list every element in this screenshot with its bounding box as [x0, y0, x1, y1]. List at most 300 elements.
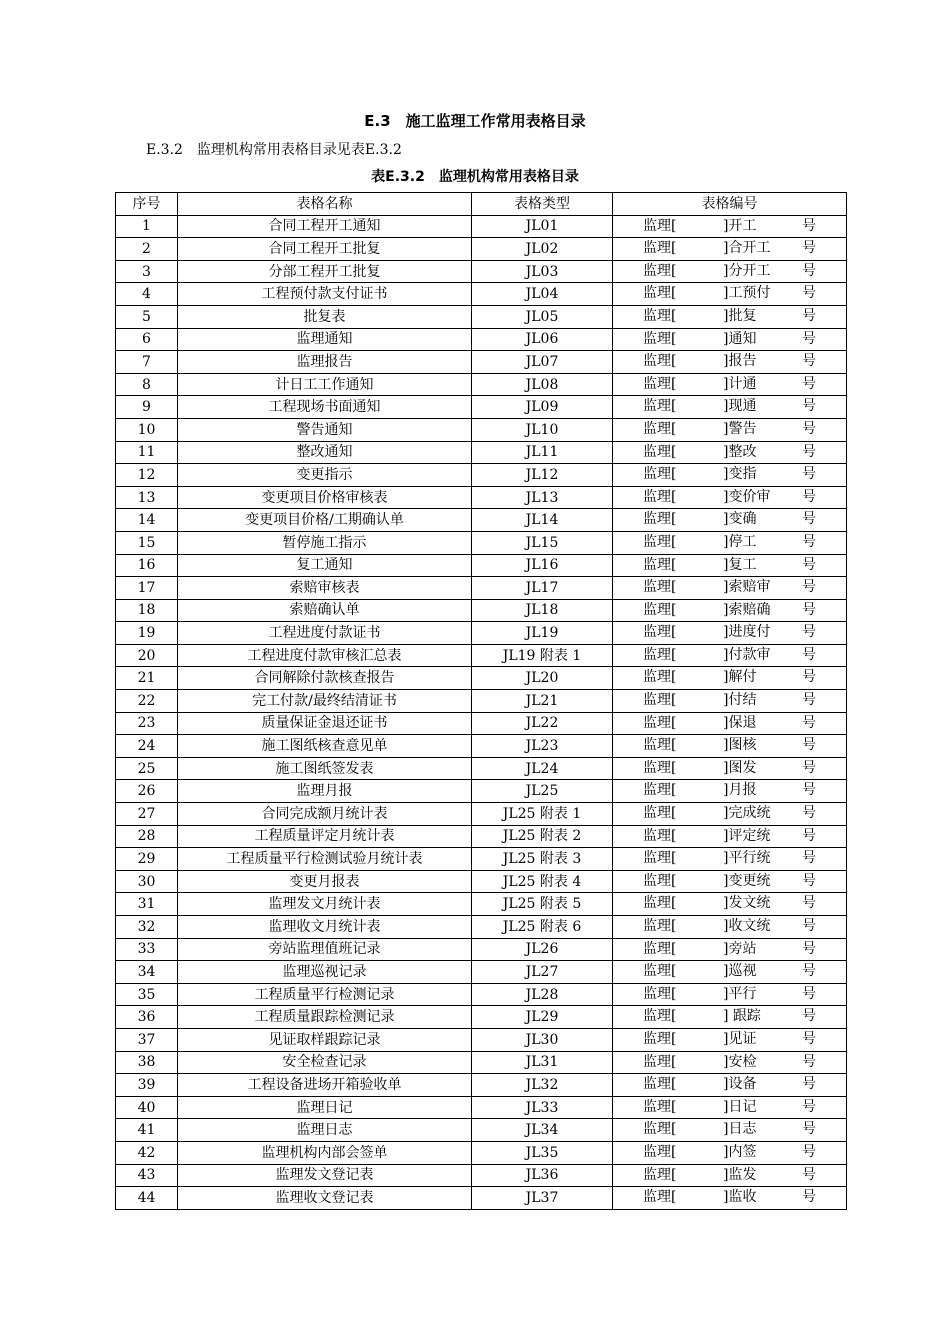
row-no: 40	[116, 1096, 178, 1119]
row-code	[613, 712, 847, 735]
code-abbr: ]平行	[723, 985, 757, 1002]
code-abbr: ]收文统	[723, 918, 771, 934]
section-subtitle: E.3.2 监理机构常用表格目录见表E.3.2	[146, 142, 402, 158]
row-no: 22	[116, 690, 178, 713]
row-name: 见证取样跟踪记录	[178, 1028, 472, 1051]
row-code	[613, 441, 847, 464]
row-code	[613, 1028, 847, 1051]
row-no: 1	[116, 215, 178, 238]
row-no: 37	[116, 1028, 178, 1051]
row-name: 工程质量跟踪检测记录	[178, 1006, 472, 1029]
row-type: JL20	[472, 667, 613, 690]
row-no: 31	[116, 893, 178, 916]
row-type: JL09	[472, 396, 613, 419]
row-no: 27	[116, 803, 178, 826]
row-no: 13	[116, 486, 178, 509]
row-code	[613, 735, 847, 758]
row-code	[613, 1187, 847, 1210]
code-suffix: 号	[802, 240, 816, 257]
row-name: 工程质量平行检测试验月统计表	[178, 848, 472, 871]
table-row	[116, 690, 847, 713]
code-prefix: 监理[	[643, 466, 677, 483]
row-code	[613, 780, 847, 803]
row-code	[613, 938, 847, 961]
row-no: 2	[116, 238, 178, 261]
row-code	[613, 305, 847, 328]
row-no: 29	[116, 848, 178, 871]
row-code	[613, 690, 847, 713]
code-suffix: 号	[802, 601, 816, 618]
code-suffix: 号	[802, 918, 816, 934]
row-no: 14	[116, 509, 178, 532]
section-title: E.3 施工监理工作常用表格目录	[364, 112, 586, 130]
row-code	[613, 509, 847, 532]
code-prefix: 监理[	[643, 850, 677, 867]
row-type: JL05	[472, 305, 613, 328]
table-row	[116, 780, 847, 803]
row-name: 工程进度付款审核汇总表	[178, 644, 472, 667]
code-prefix: 监理[	[643, 1166, 677, 1183]
row-no: 3	[116, 260, 178, 283]
row-type: JL32	[472, 1074, 613, 1097]
code-abbr: ]批复	[723, 307, 757, 324]
row-name: 旁站监理值班记录	[178, 938, 472, 961]
row-type: JL02	[472, 238, 613, 261]
code-suffix: 号	[802, 285, 816, 302]
code-suffix: 号	[802, 669, 816, 686]
row-code	[613, 531, 847, 554]
code-suffix: 号	[802, 759, 816, 776]
code-prefix: 监理[	[643, 827, 677, 844]
table-row	[116, 983, 847, 1006]
row-code	[613, 916, 847, 939]
table-row	[116, 938, 847, 961]
row-no: 26	[116, 780, 178, 803]
table-row	[116, 1028, 847, 1051]
code-suffix: 号	[802, 556, 816, 573]
row-type: JL07	[472, 351, 613, 374]
code-abbr: ]完成统	[723, 805, 771, 822]
row-code	[613, 554, 847, 577]
row-no: 23	[116, 712, 178, 735]
row-no: 25	[116, 757, 178, 780]
row-name: 索赔审核表	[178, 577, 472, 600]
row-code	[613, 486, 847, 509]
row-code	[613, 328, 847, 351]
code-abbr: ] 跟踪	[723, 1008, 761, 1025]
row-no: 19	[116, 622, 178, 645]
row-no: 20	[116, 644, 178, 667]
row-name: 警告通知	[178, 418, 472, 441]
row-no: 7	[116, 351, 178, 374]
table-row	[116, 577, 847, 600]
row-name: 工程设备进场开箱验收单	[178, 1074, 472, 1097]
code-prefix: 监理[	[643, 420, 677, 437]
row-no: 39	[116, 1074, 178, 1097]
row-name: 监理收文月统计表	[178, 916, 472, 939]
row-name: 工程质量平行检测记录	[178, 983, 472, 1006]
row-name: 监理月报	[178, 780, 472, 803]
code-abbr: ]现通	[723, 398, 757, 415]
code-suffix: 号	[802, 217, 816, 234]
row-type: JL19	[472, 622, 613, 645]
code-prefix: 监理[	[643, 1098, 677, 1115]
table-row	[116, 961, 847, 984]
row-no: 28	[116, 825, 178, 848]
row-no: 8	[116, 373, 178, 396]
table-row	[116, 283, 847, 306]
row-name: 计日工工作通知	[178, 373, 472, 396]
code-prefix: 监理[	[643, 714, 677, 731]
table-row	[116, 260, 847, 283]
row-type: JL25 附表 1	[472, 803, 613, 826]
code-suffix: 号	[802, 1143, 816, 1160]
code-prefix: 监理[	[643, 443, 677, 460]
row-type: JL27	[472, 961, 613, 984]
row-type: JL14	[472, 509, 613, 532]
row-code	[613, 893, 847, 916]
row-code	[613, 1096, 847, 1119]
code-abbr: ]图核	[723, 737, 757, 754]
code-abbr: ]变指	[723, 466, 757, 483]
code-abbr: ]日志	[723, 1121, 757, 1138]
header-no: 序号	[116, 193, 178, 216]
row-name: 监理日记	[178, 1096, 472, 1119]
code-abbr: ]监收	[723, 1189, 757, 1206]
row-name: 完工付款/最终结清证书	[178, 690, 472, 713]
row-code	[613, 418, 847, 441]
code-prefix: 监理[	[643, 217, 677, 234]
code-abbr: ]复工	[723, 556, 757, 573]
table-row	[116, 554, 847, 577]
row-name: 监理通知	[178, 328, 472, 351]
row-no: 12	[116, 464, 178, 487]
code-suffix: 号	[802, 420, 816, 437]
row-name: 复工通知	[178, 554, 472, 577]
row-no: 10	[116, 418, 178, 441]
row-name: 监理巡视记录	[178, 961, 472, 984]
row-type: JL28	[472, 983, 613, 1006]
code-suffix: 号	[802, 307, 816, 324]
code-abbr: ]停工	[723, 533, 757, 550]
code-suffix: 号	[802, 1166, 816, 1183]
code-prefix: 监理[	[643, 1189, 677, 1206]
row-code	[613, 351, 847, 374]
row-no: 42	[116, 1141, 178, 1164]
code-abbr: ]通知	[723, 330, 757, 347]
row-code	[613, 848, 847, 871]
row-name: 变更项目价格/工期确认单	[178, 509, 472, 532]
row-type: JL25 附表 5	[472, 893, 613, 916]
table-row	[116, 1051, 847, 1074]
row-type: JL26	[472, 938, 613, 961]
table-row	[116, 1187, 847, 1210]
row-type: JL13	[472, 486, 613, 509]
code-prefix: 监理[	[643, 511, 677, 528]
code-suffix: 号	[802, 850, 816, 867]
code-suffix: 号	[802, 895, 816, 912]
code-prefix: 监理[	[643, 805, 677, 822]
row-name: 安全检查记录	[178, 1051, 472, 1074]
code-prefix: 监理[	[643, 579, 677, 596]
code-prefix: 监理[	[643, 669, 677, 686]
row-name: 监理报告	[178, 351, 472, 374]
code-suffix: 号	[802, 1098, 816, 1115]
row-name: 工程预付款支付证书	[178, 283, 472, 306]
table-row	[116, 712, 847, 735]
row-code	[613, 1141, 847, 1164]
table-row	[116, 1164, 847, 1187]
code-abbr: ]整改	[723, 443, 757, 460]
row-no: 9	[116, 396, 178, 419]
code-prefix: 监理[	[643, 895, 677, 912]
code-abbr: ]发文统	[723, 895, 771, 912]
table-row	[116, 1096, 847, 1119]
code-prefix: 监理[	[643, 1076, 677, 1093]
table-body	[116, 215, 847, 1209]
code-suffix: 号	[802, 985, 816, 1002]
row-type: JL18	[472, 599, 613, 622]
table-row	[116, 1141, 847, 1164]
row-code	[613, 396, 847, 419]
code-abbr: ]监发	[723, 1166, 757, 1183]
row-name: 变更指示	[178, 464, 472, 487]
code-suffix: 号	[802, 533, 816, 550]
row-type: JL17	[472, 577, 613, 600]
row-type: JL15	[472, 531, 613, 554]
table-header-row	[116, 193, 847, 216]
table-row	[116, 509, 847, 532]
row-name: 变更月报表	[178, 870, 472, 893]
code-prefix: 监理[	[643, 307, 677, 324]
code-abbr: ]进度付	[723, 624, 771, 641]
row-no: 11	[116, 441, 178, 464]
row-name: 监理发文月统计表	[178, 893, 472, 916]
code-suffix: 号	[802, 624, 816, 641]
code-prefix: 监理[	[643, 375, 677, 392]
table-row	[116, 441, 847, 464]
code-abbr: ]合开工	[723, 240, 771, 257]
table-caption: 表E.3.2 监理机构常用表格目录	[371, 169, 579, 185]
code-prefix: 监理[	[643, 533, 677, 550]
row-no: 44	[116, 1187, 178, 1210]
table-row	[116, 215, 847, 238]
code-suffix: 号	[802, 1121, 816, 1138]
code-abbr: ]解付	[723, 669, 757, 686]
row-type: JL24	[472, 757, 613, 780]
code-abbr: ]付款审	[723, 646, 771, 663]
row-name: 合同解除付款核查报告	[178, 667, 472, 690]
table-row	[116, 825, 847, 848]
row-no: 6	[116, 328, 178, 351]
table-row	[116, 735, 847, 758]
code-suffix: 号	[802, 466, 816, 483]
row-name: 监理收文登记表	[178, 1187, 472, 1210]
row-name: 质量保证金退还证书	[178, 712, 472, 735]
code-suffix: 号	[802, 1076, 816, 1093]
row-no: 17	[116, 577, 178, 600]
row-name: 整改通知	[178, 441, 472, 464]
table-row	[116, 328, 847, 351]
code-suffix: 号	[802, 353, 816, 370]
code-prefix: 监理[	[643, 940, 677, 957]
code-abbr: ]变价审	[723, 488, 771, 505]
row-name: 监理机构内部会签单	[178, 1141, 472, 1164]
row-no: 36	[116, 1006, 178, 1029]
row-code	[613, 622, 847, 645]
code-abbr: ]设备	[723, 1076, 757, 1093]
code-suffix: 号	[802, 262, 816, 279]
row-code	[613, 983, 847, 1006]
code-prefix: 监理[	[643, 918, 677, 934]
code-prefix: 监理[	[643, 1008, 677, 1025]
table-row	[116, 531, 847, 554]
row-no: 15	[116, 531, 178, 554]
row-type: JL34	[472, 1119, 613, 1142]
code-prefix: 监理[	[643, 1121, 677, 1138]
code-suffix: 号	[802, 737, 816, 754]
row-code	[613, 825, 847, 848]
table-row	[116, 464, 847, 487]
table-row	[116, 803, 847, 826]
code-abbr: ]安检	[723, 1053, 757, 1070]
row-name: 施工图纸签发表	[178, 757, 472, 780]
row-type: JL06	[472, 328, 613, 351]
row-code	[613, 215, 847, 238]
code-prefix: 监理[	[643, 285, 677, 302]
row-name: 监理发文登记表	[178, 1164, 472, 1187]
row-name: 施工图纸核查意见单	[178, 735, 472, 758]
row-no: 38	[116, 1051, 178, 1074]
table-row	[116, 351, 847, 374]
row-code	[613, 1006, 847, 1029]
code-abbr: ]索赔确	[723, 601, 771, 618]
code-suffix: 号	[802, 579, 816, 596]
code-suffix: 号	[802, 1008, 816, 1025]
code-abbr: ]图发	[723, 759, 757, 776]
code-abbr: ]付结	[723, 692, 757, 709]
code-suffix: 号	[802, 488, 816, 505]
code-suffix: 号	[802, 827, 816, 844]
row-code	[613, 577, 847, 600]
code-suffix: 号	[802, 398, 816, 415]
table-row	[116, 1006, 847, 1029]
code-suffix: 号	[802, 940, 816, 957]
code-prefix: 监理[	[643, 330, 677, 347]
row-code	[613, 373, 847, 396]
code-suffix: 号	[802, 714, 816, 731]
code-prefix: 监理[	[643, 759, 677, 776]
header-name: 表格名称	[178, 193, 472, 216]
table-row	[116, 757, 847, 780]
code-abbr: ]警告	[723, 420, 757, 437]
row-name: 工程质量评定月统计表	[178, 825, 472, 848]
row-no: 35	[116, 983, 178, 1006]
table-row	[116, 418, 847, 441]
table-row	[116, 893, 847, 916]
code-abbr: ]日记	[723, 1098, 757, 1115]
row-no: 43	[116, 1164, 178, 1187]
table-row	[116, 373, 847, 396]
row-name: 批复表	[178, 305, 472, 328]
code-prefix: 监理[	[643, 985, 677, 1002]
row-type: JL23	[472, 735, 613, 758]
row-name: 暂停施工指示	[178, 531, 472, 554]
code-abbr: ]平行统	[723, 850, 771, 867]
table-row	[116, 599, 847, 622]
row-code	[613, 283, 847, 306]
row-no: 34	[116, 961, 178, 984]
row-code	[613, 757, 847, 780]
row-code	[613, 667, 847, 690]
row-type: JL19 附表 1	[472, 644, 613, 667]
row-name: 合同完成额月统计表	[178, 803, 472, 826]
code-abbr: ]报告	[723, 353, 757, 370]
header-code: 表格编号	[613, 193, 847, 216]
code-prefix: 监理[	[643, 646, 677, 663]
code-suffix: 号	[802, 805, 816, 822]
header-type: 表格类型	[472, 193, 613, 216]
row-type: JL35	[472, 1141, 613, 1164]
code-suffix: 号	[802, 375, 816, 392]
code-prefix: 监理[	[643, 872, 677, 889]
row-no: 24	[116, 735, 178, 758]
code-suffix: 号	[802, 963, 816, 980]
row-name: 工程现场书面通知	[178, 396, 472, 419]
code-prefix: 监理[	[643, 262, 677, 279]
row-code	[613, 961, 847, 984]
row-type: JL25 附表 6	[472, 916, 613, 939]
row-code	[613, 803, 847, 826]
table-row	[116, 396, 847, 419]
table-row	[116, 305, 847, 328]
row-no: 41	[116, 1119, 178, 1142]
row-name: 工程进度付款证书	[178, 622, 472, 645]
row-type: JL10	[472, 418, 613, 441]
code-suffix: 号	[802, 782, 816, 799]
code-prefix: 监理[	[643, 782, 677, 799]
code-suffix: 号	[802, 443, 816, 460]
code-abbr: ]变确	[723, 511, 757, 528]
row-no: 5	[116, 305, 178, 328]
row-no: 18	[116, 599, 178, 622]
row-name: 合同工程开工批复	[178, 238, 472, 261]
table-row	[116, 644, 847, 667]
code-prefix: 监理[	[643, 1143, 677, 1160]
code-prefix: 监理[	[643, 624, 677, 641]
code-suffix: 号	[802, 646, 816, 663]
row-type: JL12	[472, 464, 613, 487]
code-prefix: 监理[	[643, 556, 677, 573]
row-code	[613, 1074, 847, 1097]
row-no: 32	[116, 916, 178, 939]
table-row	[116, 667, 847, 690]
row-type: JL08	[472, 373, 613, 396]
forms-table	[115, 192, 847, 1210]
code-suffix: 号	[802, 1030, 816, 1047]
row-type: JL36	[472, 1164, 613, 1187]
row-no: 30	[116, 870, 178, 893]
code-suffix: 号	[802, 692, 816, 709]
row-type: JL31	[472, 1051, 613, 1074]
table-row	[116, 870, 847, 893]
row-type: JL21	[472, 690, 613, 713]
table-row	[116, 238, 847, 261]
row-type: JL16	[472, 554, 613, 577]
code-abbr: ]工预付	[723, 285, 771, 302]
row-type: JL33	[472, 1096, 613, 1119]
row-type: JL30	[472, 1028, 613, 1051]
